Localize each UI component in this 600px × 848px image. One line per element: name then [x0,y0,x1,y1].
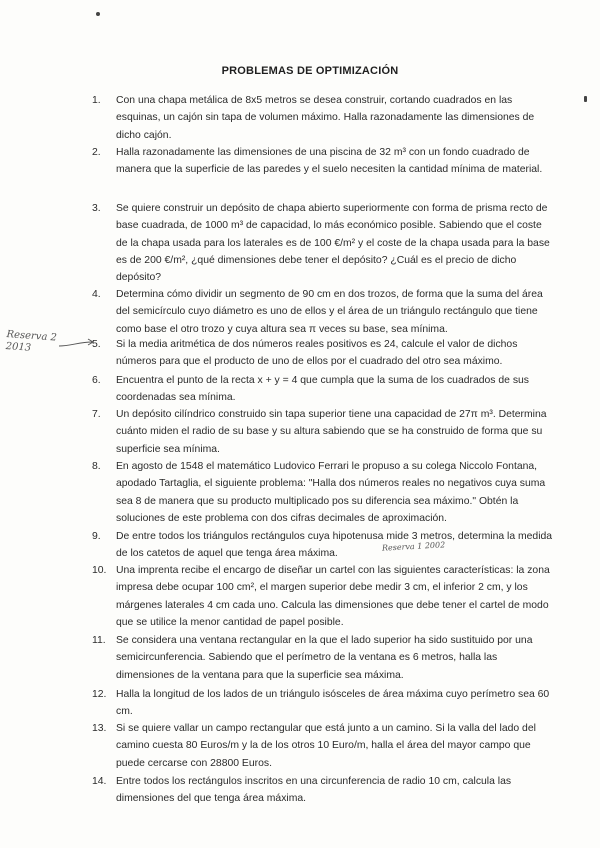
scan-speck [96,12,100,16]
problem-text: Una imprenta recibe el encargo de diseñar un cartel con las siguientes características: la zona impresa debe ocupar 100 cm², el margen superior debe medir 3 cm, el inferior 2 cm, y los márgenes laterales 4 cm cada uno. Calcula las dimensiones que debe tener el cartel de modo que se utilice la menor cantidad de papel posible. [116,565,550,628]
problem-text: Entre todos los rectángulos inscritos en una circunferencia de radio 10 cm, calcula las dimensiones del que tenga área máxima. [116,776,512,805]
problem-number: 8. [92,461,101,472]
handwritten-arrow-icon [58,336,96,350]
handwritten-note-inline: Reserva 1 2002 [381,540,446,553]
problem-text: Halla razonadamente las dimensiones de una piscina de 32 m³ con un fondo cuadrado de manera que la superficie de las paredes y el suelo necesiten la cantidad mínima de material. [116,147,543,176]
problem-text: Se considera una ventana rectangular en la que el lado superior ha sido sustituido por una semicircunferencia. Sabiendo que el perímetro de la ventana es 6 metros, halla las dimensiones de la ventana para que la superficie sea máxima. [116,635,533,681]
problem-number: 11. [92,635,106,646]
problem-item [92,528,554,563]
problem-item [92,406,554,458]
scan-speck [584,96,587,102]
problem-text: Si se quiere vallar un campo rectangular que está junto a un camino. Si la valla del lado del camino cuesta 80 Euros/m y la de los otros 10 Euro/m, halla el área del mayor campo que puede cercarse con 28800 Euros. [116,723,536,769]
problem-number: 14. [92,776,107,787]
problem-number: 13. [92,723,107,734]
problem-number: 5. [92,339,101,350]
problem-item [92,92,554,144]
problem-item [92,372,554,407]
problem-text: Un depósito cilíndrico construido sin tapa superior tiene una capacidad de 27π m³. Determina cuánto miden el radio de su base y su altura sabiendo que se ha construido de forma que su superficie sea mínima. [116,409,547,455]
problem-item [92,144,554,179]
problem-number: 10. [92,565,107,576]
problem-item [92,458,554,527]
problem-number: 1. [92,95,101,106]
problem-number: 3. [92,203,101,214]
problem-text: Determina cómo dividir un segmento de 90 cm en dos trozos, de forma que la suma del área del semicírculo cuyo diámetro es uno de ellos y el área de un triángulo rectángulo que tiene como base el otro trozo y cuya altura sea π veces su base, sea mínima. [116,289,543,335]
problem-text: Se quiere construir un depósito de chapa abierto superiormente con forma de prisma recto de base cuadrada, de 1000 m³ de capacidad, lo más económico posible. Sabiendo que el coste de la chapa usada para los laterales es de 100 €/m² y el coste de la chapa usada para la base es de 200 €/m², ¿qué dimensiones debe tener el depósito? ¿Cuál es el precio de dicho depósito? [116,203,550,284]
problem-item [92,562,554,631]
problem-text: En agosto de 1548 el matemático Ludovico Ferrari le propuso a su colega Niccolo Fontana, apodado Tartaglia, el siguiente problema: "Halla dos números reales no negativos cuya suma sea 8 de manera que su producto multiplicado pos su diferencia sea máximo." Obtén la soluciones de este problema con dos cifras decimales de aproximación. [116,461,546,524]
problem-text: Halla la longitud de los lados de un triángulo isósceles de área máxima cuyo perímetro sea 60 cm. [116,689,550,718]
problem-number: 6. [92,375,101,386]
problem-text: Con una chapa metálica de 8x5 metros se desea construir, cortando cuadrados en las esquinas, un cajón sin tapa de volumen máximo. Halla razonadamente las dimensiones de dicho cajón. [116,95,535,141]
problem-item [92,286,554,338]
problem-number: 4. [92,289,101,300]
problem-item [92,336,554,371]
problem-text: Si la media aritmética de dos números reales positivos es 24, calcule el valor de dichos números para que el producto de uno de ellos por el cuadrado del otro sea máximo. [116,339,518,368]
problem-item [92,632,554,684]
problem-item [92,720,554,772]
problem-text: Encuentra el punto de la recta x + y = 4 que cumpla que la suma de los cuadrados de sus coordenadas sea mínima. [116,375,529,404]
problem-number: 7. [92,409,101,420]
problem-number: 2. [92,147,101,158]
problem-number: 12. [92,689,107,700]
problem-item [92,773,554,808]
problem-item [92,200,554,286]
handwritten-note-left: Reserva 2 2013 [5,329,58,354]
problem-number: 9. [92,531,101,542]
problem-text: De entre todos los triángulos rectángulos cuya hipotenusa mide 3 metros, determina la medida de los catetos de aquel que tenga área máxima. [116,531,553,560]
page-title: PROBLEMAS DE OPTIMIZACIÓN [221,65,399,77]
problem-item [92,686,554,721]
